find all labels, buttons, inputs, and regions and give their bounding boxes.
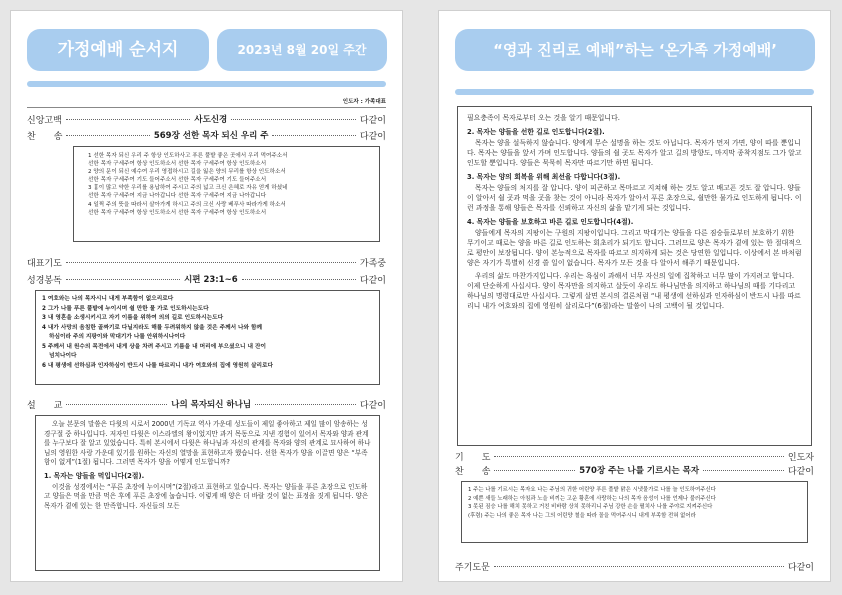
row-role: 다같이 <box>359 115 387 126</box>
hymn-line: 선한 목자 구세주여 항상 인도하소서 선한 목자 구세주여 항상 인도하소서 <box>88 161 267 168</box>
row-role: 다같이 <box>787 562 814 573</box>
hymn-lyrics-box <box>73 146 380 242</box>
row-title: 569장 선한 목자 되신 우리 주 <box>153 131 269 141</box>
hymn-line: 2 양의 문이 되신 예수여 우리 영접하시고 길을 잃은 양의 무리를 항상 인도하소서 <box>88 169 286 176</box>
row-role: 가족중 <box>359 258 386 269</box>
hymn-line: 3 못된 짐승 나를 해치 못하고 거친 비바람 상치 못하리니 주님 강한 손을 펼치사 나를 주야로 지켜주신다 <box>468 504 713 511</box>
date-pill <box>217 29 387 71</box>
scripture-line: 2 그가 나를 푸른 풀밭에 누이시며 쉴 만한 물 가로 인도하시는도다 <box>42 305 209 312</box>
leader-dots <box>494 566 784 567</box>
row-role: 인도자 <box>787 452 814 463</box>
row-title: 시편 23:1~6 <box>184 275 238 285</box>
left-divider-bar <box>27 81 386 87</box>
scripture-line: 3 내 영혼을 소생시키시고 자기 이름을 위하여 의의 길로 인도하시는도다 <box>42 315 224 321</box>
leader-dots <box>66 279 180 280</box>
row-label: 대표기도 <box>27 258 62 269</box>
scripture-line: 1 여호와는 나의 목자시니 내게 부족함이 없으리로다 <box>42 296 174 302</box>
scripture-box <box>35 290 380 385</box>
date-text: 2023년 8월 20일 주간 <box>237 43 367 57</box>
leader-dots <box>272 135 355 136</box>
row-title: 사도신경 <box>194 115 228 125</box>
right-title: “영과 진리로 예배”하는 ‘온가족 가정예배’ <box>493 41 777 59</box>
sermon-box-right <box>457 106 812 446</box>
row-hymn <box>27 128 386 142</box>
row-title: 나의 목자되신 하나님 <box>171 400 252 410</box>
leader-dots <box>242 279 356 280</box>
row-label: 성경봉독 <box>27 275 62 286</box>
leader-dots <box>255 404 356 405</box>
row-prayer <box>27 255 386 269</box>
sermon-point-heading: 4. 목자는 양들을 보호하고 바른 길로 인도합니다(4절). <box>467 218 634 226</box>
leader-dots <box>66 119 191 120</box>
hymn-line: 4 일찍 주의 뜻을 따라서 살아가게 하시고 주의 크신 사랑 베푸사 따라가게 하소서 <box>88 201 286 208</box>
sermon-point-heading: 2. 목자는 양들을 선한 길로 인도합니다(2절). <box>467 128 605 136</box>
hymn-line: 선한 목자 구세주여 항상 인도하소서 선한 목자 구세주여 항상 인도하소서 <box>88 209 267 216</box>
left-title-pill <box>27 29 209 71</box>
row-title: 570장 주는 나를 기르시는 목자 <box>579 466 700 476</box>
row-label: 설 교 <box>27 400 63 411</box>
row-label: 신앙고백 <box>27 115 62 126</box>
row-sermon <box>27 397 386 411</box>
right-divider-bar <box>455 89 814 95</box>
hymn-line: 2 예쁜 새들 노래하는 아침과 노을 비끼는 고운 황혼에 사랑하는 나의 목자 음성이 나를 언제나 불러주신다 <box>468 495 716 502</box>
row-role: 다같이 <box>359 400 386 411</box>
row-label: 주기도문 <box>455 562 490 573</box>
scripture-line: 넘치나이다 <box>49 353 77 359</box>
row-role: 다같이 <box>787 466 815 477</box>
hymn-line: 1 주는 나를 기르시는 목자요 나는 주님의 귀한 어린양 푸른 풀밭 맑은 시냇물가로 나를 늘 인도하여주신다 <box>468 487 716 493</box>
scripture-line: 5 주께서 내 원수의 목전에서 내게 상을 차려 주시고 기름을 내 머리에 부으셨으니 내 잔이 <box>42 343 266 350</box>
row-confession <box>27 112 386 126</box>
sermon-box-left <box>35 415 380 571</box>
sermon-point-text: 이것을 성경에서는 “푸른 초장에 누이시며”(2절)라고 표현하고 있습니다. 목자는 양들을 푸른 초장으로 인도하고 양들은 먹을 만큼 먹은 후에 푸른 초장에 눕습니다. 이렇게 배 양은 더 바랄 것이 없는 표정을 짓게 됩니다. 양은 목자가 곁에 있는 한 만족합니다. 자신들의 모든 <box>44 482 369 510</box>
hymn-line: 선한 목자 구세주여 지금 나아갑니다 선한 목자 구세주여 지금 나아갑니다 <box>88 193 267 200</box>
leader-dots <box>66 262 356 263</box>
sermon-point-text: 목자는 양들의 처지를 잘 압니다. 양이 피곤하고 목마르고 지쳐해 하는 것도 알고 배고픈 것도 잘 압니다. 양들이 알아서 쉴 곳과 먹을 곳을 찾는 것이 아니라 목자가 알아서 푸른 초장으로, 쉴만한 물가로 인도하게 됩니다. 이런 과정을 통해 양들은 목자를 신뢰하고 자신의 삶을 맡기게 되는 것입니다. <box>467 184 802 212</box>
left-top-rule <box>27 107 386 108</box>
row-prayer-right <box>455 449 814 463</box>
sermon-paragraph: 오늘 본문의 말씀은 다윗의 시로서 2000년 기독교 역사 가운데 성도들이 제일 좋아하고 제일 많이 암송하는 성경구절 중 하나입니다. 저자인 다윗은 이스라엘의 왕이었지만 과거 목동으로 지낸 경험이 있어서 목자와 양과 관계를 누구보다 잘 알고 있었습니다. 특히 본시에서 다윗은 하나님과 자신의 관계를 목자와 양의 관계로 묘사하여 하나님의 영원한 사랑 가운데 있기를 원하는 자신의 열망을 표현하고자 했습니다. 선한 목자가 양을 이끌면 양은 “부족함이 없게”(1절) 됩니다. 그러면 목자가 양을 어떻게 인도합니까? <box>44 420 371 467</box>
row-label: 기 도 <box>455 452 491 463</box>
sermon-point-heading: 3. 목자는 양의 회복을 위해 최선을 다합니다(3절). <box>467 173 621 181</box>
hymn-lyrics-box-right <box>461 481 808 543</box>
leader-credit: 인도자 : 가족대표 <box>342 99 386 105</box>
row-role: 다같이 <box>359 275 386 286</box>
leader-dots <box>494 470 575 471</box>
sermon-point-heading: 1. 목자는 양들을 먹입니다(2절). <box>44 471 145 480</box>
row-hymn-right <box>455 463 814 477</box>
scripture-line: 하심이라 주의 지팡이와 막대기가 나를 안위하시나이다 <box>49 334 186 340</box>
hymn-line: 3 흉이 많고 약한 우리를 용납하여 주시고 주의 넓고 크신 은혜로 자유 얻게 하셨네 <box>88 185 288 192</box>
leader-dots <box>66 135 149 136</box>
row-label: 찬 송 <box>27 131 63 142</box>
leader-dots <box>494 456 784 457</box>
scripture-line: 4 내가 사망의 음침한 골짜기로 다닐지라도 해를 두려워하지 않을 것은 주께서 나와 함께 <box>42 324 263 331</box>
row-role: 다같이 <box>359 131 387 142</box>
sermon-continuation: 필요충족이 목자로부터 오는 것을 알기 때문입니다. <box>467 114 620 122</box>
hymn-line: 선한 목자 구세주여 기도 들어주소서 선한 목자 구세주여 기도 들어주소서 <box>88 177 267 184</box>
right-page <box>438 10 831 582</box>
hymn-line: (후렴) 주는 나의 좋은 목자 나는 그의 어린양 철을 따라 꼴을 먹여주시니 내게 부족함 전혀 없어라 <box>468 512 696 519</box>
row-reading <box>27 272 386 286</box>
leader-dots <box>703 470 784 471</box>
hymn-line: 1 선한 목자 되신 우리 주 항상 인도하사고 푸른 풀밭 좋은 곳에서 우리 먹여주소서 <box>88 153 288 159</box>
sermon-closing: 우리의 삶도 마찬가지입니다. 우리는 욕심이 과해서 너무 자신의 일에 집착하고 너무 많이 가지려고 합니다. 이제 단순하게 사십시다. 양이 목자만을 의지하고 살듯이 우리도 하나님만을 의지하고 하나님의 때를 기다리고 하나님의 명령대로만 사십시다. 그렇게 살면 본시의 결론처럼 “내 평생에 선하심과 인자하심이 반드시 나를 따르리니 내가 여호와의 집에 영원히 살리로다”(6절)라는 말씀이 나의 고백이 될 것입니다. <box>467 272 801 310</box>
right-title-pill <box>455 29 815 71</box>
left-title: 가정예배 순서지 <box>57 40 179 60</box>
row-label: 찬 송 <box>455 466 491 477</box>
leader-dots <box>231 119 356 120</box>
leader-dots <box>66 404 167 405</box>
sermon-point-text: 목자는 양을 설득하지 않습니다. 양에게 무슨 설명을 하는 것도 아닙니다. 목자가 먼저 가면, 양이 따를 뿐입니다. 목자는 양들을 앞서 가며 인도합니다. 양들의 쉴 곳도 목자가 알고 길의 방향도, 마지막 종착지점도 그가 알고 인도할 뿐입니다. 양들은 묵묵히 목자만 따르기만 하면 됩니다. <box>467 139 802 167</box>
sermon-point-text: 양들에게 목자의 지팡이는 구원의 지팡이입니다. 그리고 막대기는 양들을 다른 짐승들로부터 보호하기 위한 무기이고 때로는 양을 바른 길로 인도하는 회초리가 되기도 합니다. 그러므로 양은 목자가 곁에 있는 한 절대적으로 평안이 보장됩니다. 양이 본능적으로 목자를 따르고 의지하게 되는 것은 당연한 일입니다. 이상에서 본 바처럼 양은 자기가 특별히 신경 쓸 일이 없습니다. 목자가 모든 것을 다 알아서 해주기 때문입니다. <box>467 229 802 267</box>
left-page <box>10 10 403 582</box>
scripture-line: 6 내 평생에 선하심과 인자하심이 반드시 나를 따르리니 내가 여호와의 집에 영원히 살리로다 <box>42 362 273 369</box>
row-lords-prayer <box>455 559 814 573</box>
